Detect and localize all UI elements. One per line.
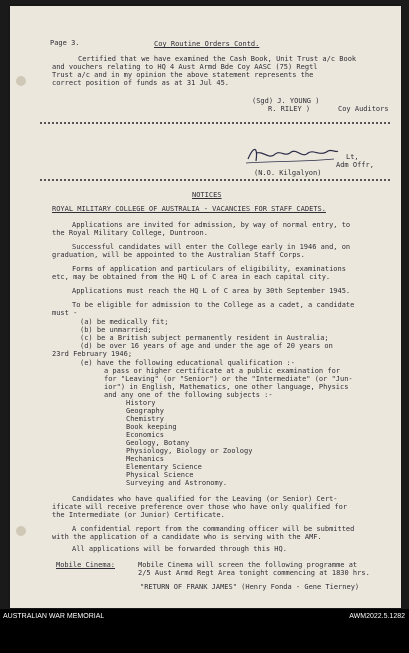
punch-hole [16, 526, 26, 536]
subject-item: Elementary Science [126, 463, 202, 471]
criteria-item: (e) have the following educational qualification :- [80, 359, 295, 367]
subject-item: Chemistry [126, 415, 164, 423]
signature-rank: Lt, [346, 153, 359, 161]
archive-footer [0, 609, 409, 653]
criteria-item: a pass or higher certificate at a public examination for [104, 367, 341, 375]
handwritten-signature [244, 143, 340, 165]
paragraph-line: All applications will be forwarded through this HQ. [72, 545, 287, 553]
criteria-item: (b) be unmarried; [80, 326, 152, 334]
criteria-item: ior") in English, Mathematics, one other language, Physics [104, 383, 349, 391]
certificate-line: Trust a/c and in my opinion the above statement represents the [52, 71, 314, 79]
separator [40, 122, 390, 125]
paragraph-line: the Royal Military College, Duntroon. [52, 229, 208, 237]
paragraph-line: graduation, will be appointed to the Australian Staff Corps. [52, 251, 305, 259]
subject-item: Physical Science [126, 471, 194, 479]
criteria-item: (d) be over 16 years of age and under the age of 20 years on [80, 342, 333, 350]
criteria-item: and any one of the following subjects :- [104, 391, 273, 399]
signature-name: (N.O. Kilgalyon) [254, 169, 322, 177]
paragraph-line: must - [52, 309, 78, 317]
criteria-item: 23rd February 1946; [52, 350, 133, 358]
subject-item: Geography [126, 407, 164, 415]
certificate-line: correct position of funds as at 31 Jul 45. [52, 79, 230, 87]
certificate-line: and vouchers relating to HQ 4 Aust Armd Bde Coy AASC (75) Regtl [52, 63, 318, 71]
notices-heading: NOTICES [192, 191, 222, 199]
paragraph-line: with the application of a candidate who is serving with the AMF. [52, 533, 322, 541]
criteria-item: (a) be medically fit; [80, 318, 169, 326]
certificate-line: Certified that we have examined the Cash Book, Unit Trust a/c Book [78, 55, 357, 63]
criteria-item: (c) be a British subject permanently resident in Australia; [80, 334, 329, 342]
criteria-item: for "Leaving" (or "Senior") or the "Intermediate" (or "Jun- [104, 375, 353, 383]
subject-item: Mechanics [126, 455, 164, 463]
cinema-label: Mobile Cinema: [56, 561, 116, 569]
notices-subheading: ROYAL MILITARY COLLEGE OF AUSTRALIA - VACANCIES FOR STAFF CADETS. [52, 205, 326, 213]
subject-item: History [126, 399, 156, 407]
paragraph-line: Applications must reach the HQ L of C area by 30th September 1945. [72, 287, 351, 295]
paragraph-line: Applications are invited for admission, by way of normal entry, to [72, 221, 351, 229]
page-title: Coy Routine Orders Contd. [154, 40, 260, 48]
paragraph-line: Successful candidates will enter the College early in 1946 and, on [72, 243, 351, 251]
page-number: Page 3. [50, 39, 80, 47]
paragraph-line: To be eligible for admission to the College as a cadet, a candidate [72, 301, 355, 309]
punch-hole [16, 76, 26, 86]
auditor-1: (Sgd) J. YOUNG ) [252, 97, 320, 105]
separator [40, 179, 390, 182]
subject-item: Geology, Botany [126, 439, 190, 447]
cinema-line: 2/5 Aust Armd Regt Area tonight commencing at 1830 hrs. [138, 569, 370, 577]
paragraph-line: etc, may be obtained from the HQ L of C area in each capital city. [52, 273, 331, 281]
subject-item: Surveying and Astronomy. [126, 479, 228, 487]
film-title: "RETURN OF FRANK JAMES" (Henry Fonda - Gene Tierney) [140, 583, 360, 591]
archive-name: AUSTRALIAN WAR MEMORIAL [3, 613, 105, 620]
paragraph-line: A confidential report from the commanding officer will be submitted [72, 525, 355, 533]
auditors-label: Coy Auditors [338, 105, 389, 113]
subject-item: Book keeping [126, 423, 177, 431]
signature-role: Adm Offr, [336, 161, 374, 169]
cinema-line: Mobile Cinema will screen the following programme at [138, 561, 358, 569]
auditor-2: R. RILEY ) [268, 105, 311, 113]
paragraph-line: ificate will receive preference over those who have only qualified for [52, 503, 348, 511]
subject-item: Economics [126, 431, 164, 439]
paragraph-line: Candidates who have qualified for the Leaving (or Senior) Cert- [72, 495, 338, 503]
paragraph-line: Forms of application and particulars of eligibility, examinations [72, 265, 346, 273]
paragraph-line: the Intermediate (or Junior) Certificate. [52, 511, 225, 519]
subject-item: Physiology, Biology or Zoology [126, 447, 253, 455]
archive-reference: AWM2022.5.1282 [349, 613, 405, 620]
